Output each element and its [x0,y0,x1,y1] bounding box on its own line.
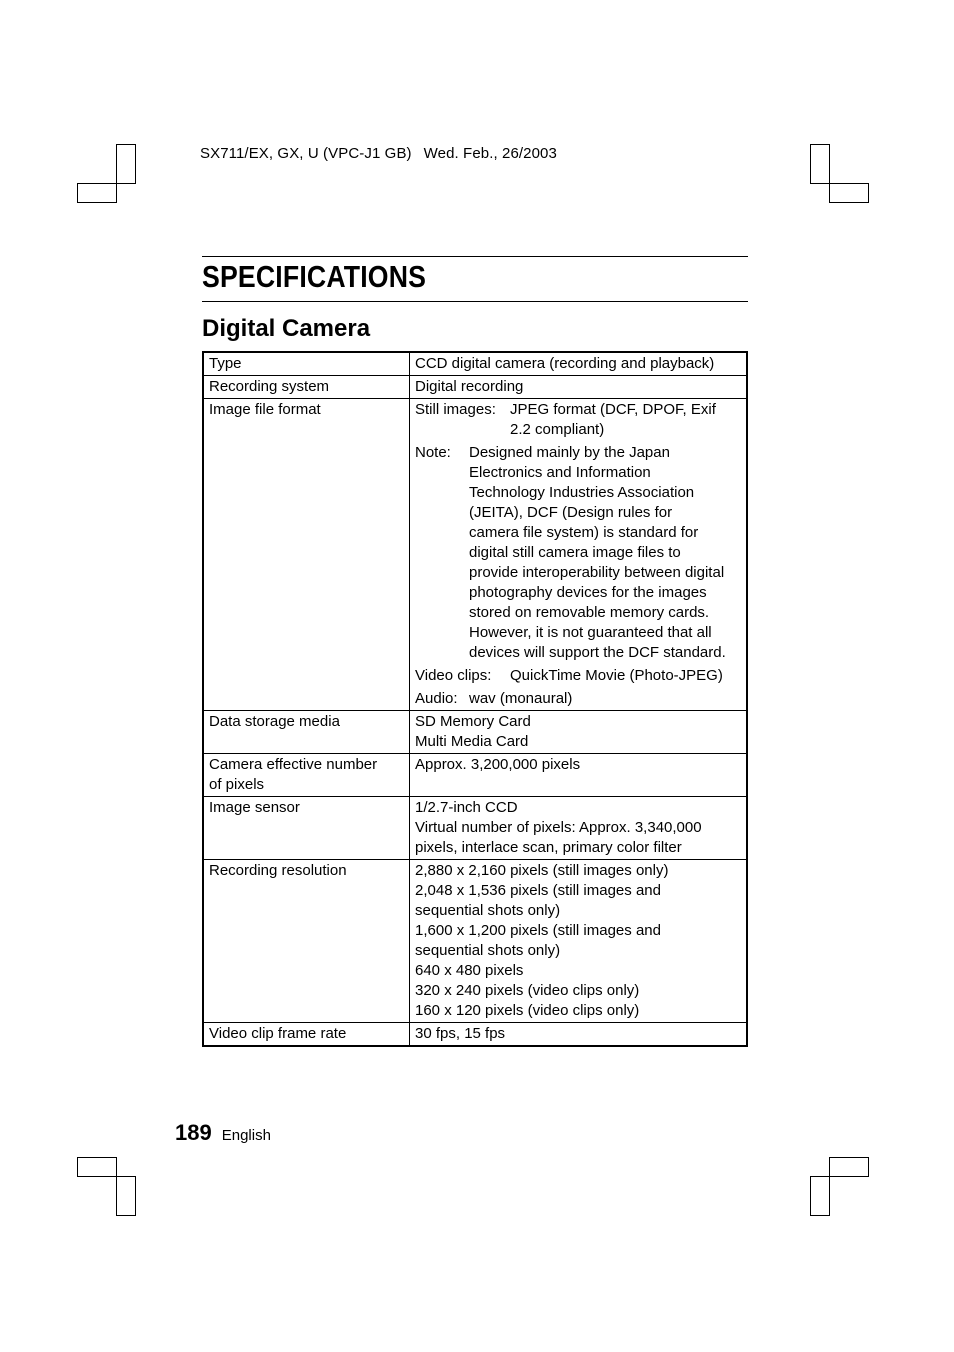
note-line: digital still camera image files to [469,544,681,561]
audio-label: Audio: [415,690,458,707]
section-title: Digital Camera [202,315,371,342]
spec-value [410,860,748,1023]
spec-label: Data storage media [203,711,410,754]
spec-label: Type [203,352,410,376]
value-line: Multi Media Card [415,733,529,750]
spec-label: Image sensor [203,797,410,860]
page-footer [175,1120,271,1146]
value-line: sequential shots only) [415,942,561,959]
spec-label: Video clip frame rate [203,1023,410,1047]
title-rule-bottom [202,301,748,302]
note-line: devices will support the DCF standard. [469,644,726,661]
value-line: Virtual number of pixels: Approx. 3,340,000 [415,819,702,836]
table-row [203,860,747,1023]
note-line: However, it is not guaranteed that all [469,624,712,641]
note-line: (JEITA), DCF (Design rules for [469,504,673,521]
video-clips-value: QuickTime Movie (Photo-JPEG) [510,667,723,684]
value-line: pixels, interlace scan, primary color filter [415,839,682,856]
print-header [200,145,557,162]
spec-label [203,754,410,797]
value-line: 1,600 x 1,200 pixels (still images and [415,922,661,939]
table-row [203,1023,747,1047]
note-entry [415,443,741,663]
label-line: of pixels [209,776,265,793]
page-title: SPECIFICATIONS [202,259,427,294]
still-images-value: JPEG format (DCF, DPOF, Exif [510,401,716,418]
audio-entry [415,689,741,709]
note-line: photography devices for the images [469,584,707,601]
model-code: SX711/EX, GX, U (VPC-J1 GB) [200,145,412,162]
table-row [203,711,747,754]
spec-value: Digital recording [410,376,748,399]
video-clips-label: Video clips: [415,667,492,684]
note-line: Electronics and Information [469,464,651,481]
table-row [203,376,747,399]
title-rule-top [202,256,748,257]
language-label: English [221,1127,271,1144]
note-label: Note: [415,444,451,461]
spec-value [410,711,748,754]
value-line: sequential shots only) [415,902,561,919]
still-images-label: Still images: [415,401,496,418]
spec-label: Recording system [203,376,410,399]
note-line: Technology Industries Association [469,484,695,501]
value-line: 2,880 x 2,160 pixels (still images only) [415,862,669,879]
note-line: provide interoperability between digital [469,564,725,581]
spec-label: Image file format [203,399,410,711]
value-line: 2,048 x 1,536 pixels (still images and [415,882,661,899]
audio-value: wav (monaural) [469,690,573,707]
print-date: Wed. Feb., 26/2003 [423,145,557,162]
note-line: stored on removable memory cards. [469,604,710,621]
spec-table [202,351,748,1047]
spec-value: 30 fps, 15 fps [410,1023,748,1047]
value-line: 160 x 120 pixels (video clips only) [415,1002,640,1019]
spec-label: Recording resolution [203,860,410,1023]
spec-value: Approx. 3,200,000 pixels [410,754,748,797]
value-line: 320 x 240 pixels (video clips only) [415,982,640,999]
value-line: 1/2.7-inch CCD [415,799,518,816]
table-row [203,399,747,711]
spec-value [410,399,748,711]
value-line: SD Memory Card [415,713,531,730]
note-line: camera file system) is standard for [469,524,699,541]
label-line: Camera effective number [209,756,378,773]
spec-value [410,797,748,860]
spec-value: CCD digital camera (recording and playback) [410,352,748,376]
table-row [203,797,747,860]
note-line: Designed mainly by the Japan [469,444,670,461]
table-row [203,352,747,376]
still-images-value: 2.2 compliant) [510,421,605,438]
table-row [203,754,747,797]
still-images-entry [415,400,741,440]
page-number: 189 [175,1120,212,1145]
video-clips-entry [415,666,741,686]
value-line: 640 x 480 pixels [415,962,524,979]
